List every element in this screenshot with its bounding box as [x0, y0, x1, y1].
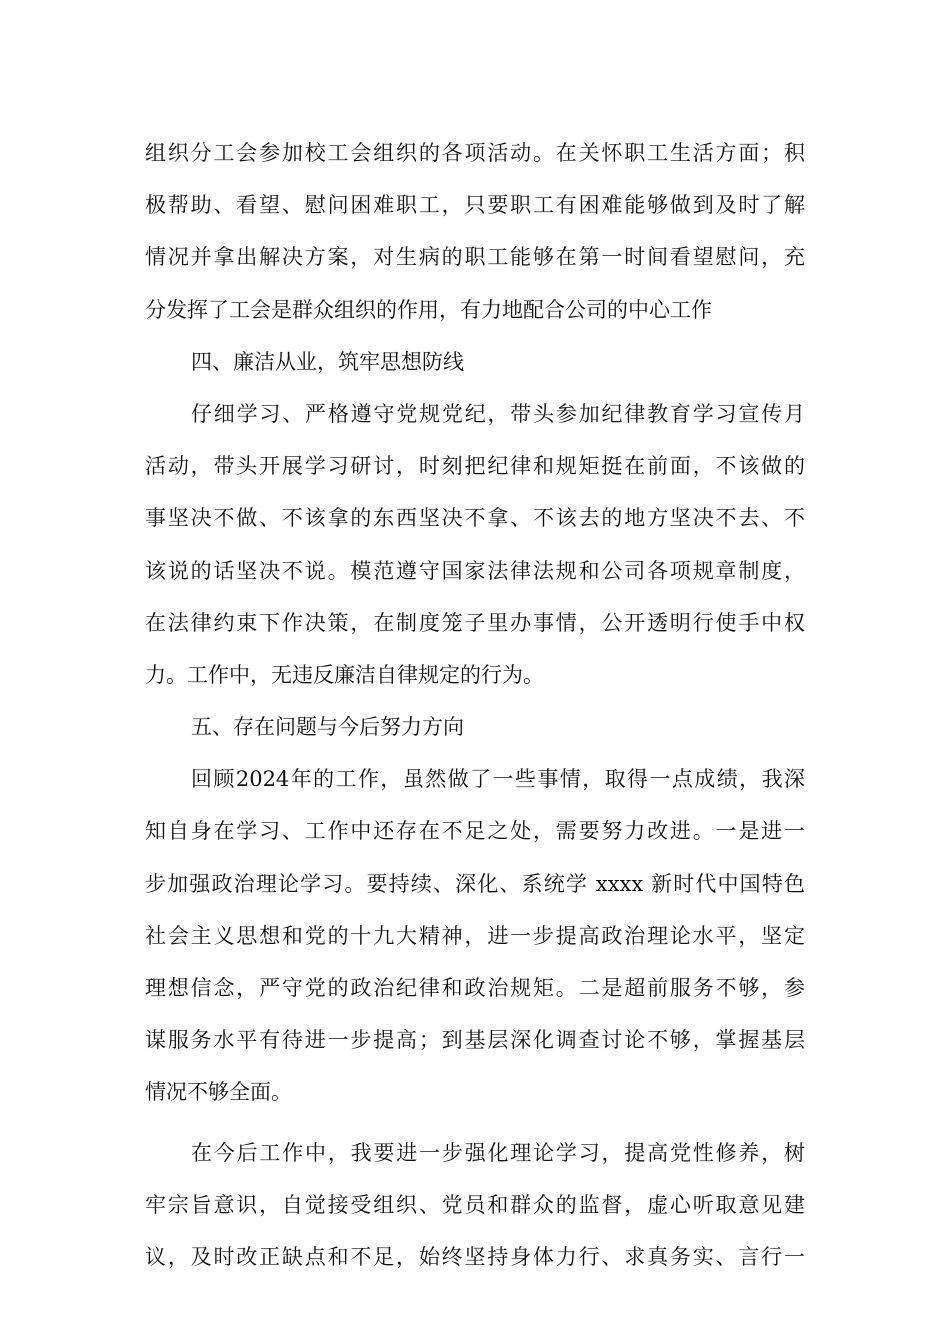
body-line: 议，及时改正缺点和不足，始终坚持身体力行、求真务实、言行一 [145, 1244, 805, 1269]
body-line: 活动，带头开展学习研讨，时刻把纪律和规矩挺在前面，不该做的 [145, 454, 805, 479]
paragraph-gap [145, 1119, 805, 1127]
paragraph-first-line: 仔细学习、严格遵守党规党纪，带头参加纪律教育学习宣传月 [191, 401, 805, 426]
body-line: 情况不够全面。 [145, 1080, 292, 1105]
body-line: 牢宗旨意识，自觉接受组织、党员和群众的监督，虚心听取意见建 [145, 1192, 805, 1217]
document-page [145, 127, 805, 1283]
body-line: 理想信念，严守党的政治纪律和政治规矩。二是超前服务不够，参 [145, 976, 805, 1000]
section-heading-5: 五、存在问题与今后努力方向 [191, 715, 464, 740]
paragraph-first-line: 回顾2024年的工作，虽然做了一些事情，取得一点成绩，我深 [191, 767, 805, 792]
body-line: 步加强政治理论学习。要持续、深化、系统学 xxxx 新时代中国特色 [145, 871, 805, 896]
body-line: 谋服务水平有待进一步提高；到基层深化调查讨论不够，掌握基层 [145, 1028, 805, 1053]
body-line: 在法律约束下作决策，在制度笼子里办事情，公开透明行使手中权 [145, 610, 805, 635]
body-line: 力。工作中，无违反廉洁自律规定的行为。 [145, 662, 544, 687]
body-line: 该说的话坚决不说。模范遵守国家法律法规和公司各项规章制度， [145, 558, 805, 583]
body-line: 情况并拿出解决方案，对生病的职工能够在第一时间看望慰问，充 [145, 245, 805, 270]
paragraph-first-line: 在今后工作中，我要进一步强化理论学习，提高党性修养，树 [191, 1140, 805, 1165]
section-heading-4: 四、廉洁从业，筑牢思想防线 [191, 349, 464, 374]
body-line: 分发挥了工会是群众组织的作用，有力地配合公司的中心工作 [145, 297, 712, 322]
body-line: 极帮助、看望、慰问困难职工，只要职工有困难能够做到及时了解 [145, 193, 805, 218]
body-line: 组织分工会参加校工会组织的各项活动。在关怀职工生活方面；积 [145, 141, 805, 165]
body-line: 事坚决不做、不该拿的东西坚决不拿、不该去的地方坚决不去、不 [145, 506, 805, 531]
body-line: 社会主义思想和党的十九大精神，进一步提高政治理论水平，坚定 [145, 923, 805, 948]
body-line: 知自身在学习、工作中还存在不足之处，需要努力改进。一是进一 [145, 819, 805, 844]
